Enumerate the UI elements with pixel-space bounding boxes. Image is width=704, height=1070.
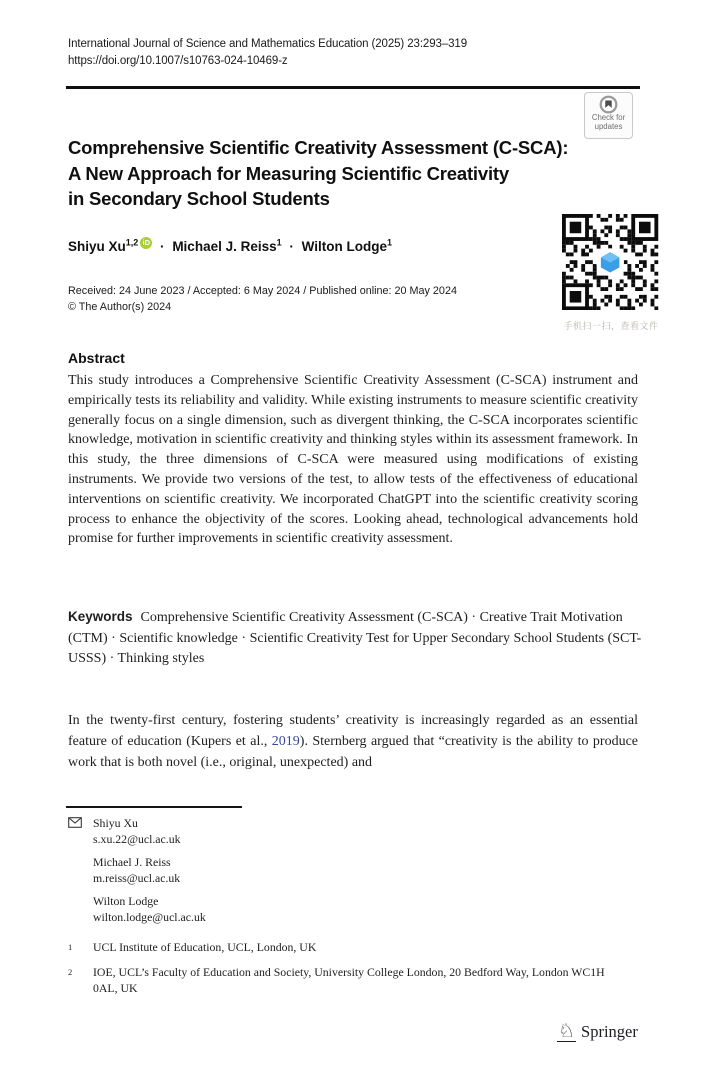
author-email[interactable]: s.xu.22@ucl.ac.uk <box>93 832 181 846</box>
abstract-text: This study introduces a Comprehensive Scientific Creativity Assessment (C-SCA) instrument and empirically tests its reliability and validity. While existing instruments to measure scientific creativity generally focus on a single dimension, such as divergent thinking, the C-SCA incorporates scientific knowledge, motivation in scientific creativity and thinking styles within its assessment framework. In this study, the three dimensions of C-SCA were measured using modifications of existing instruments. We provide two versions of the test, to allow tests of the effectiveness of educational interventions on scientific creativity. We incorporated ChatGPT into the scientific creativity scoring process to enhance the objectivity of the scores. Looking ahead, technological advancements hold promise for further improvements in scientific creativity assessment. <box>68 373 638 547</box>
affiliation-text: UCL Institute of Education, UCL, London, UK <box>93 940 317 954</box>
keywords-heading: Keywords <box>68 609 133 624</box>
journal-title-line: International Journal of Science and Mathematics Education (2025) 23:293–319 <box>68 38 467 50</box>
qr-code <box>561 214 661 310</box>
author-separator: · <box>160 238 165 254</box>
correspondence-entry <box>68 893 206 925</box>
check-for-updates-badge[interactable] <box>584 92 633 139</box>
corresponding-author-name: Shiyu Xu <box>93 816 138 830</box>
author-1: Shiyu Xu$^{1,2}$ <box>68 237 139 254</box>
author-email[interactable]: wilton.lodge@ucl.ac.uk <box>93 910 206 924</box>
crossmark-icon <box>599 95 618 114</box>
author-separator: · <box>289 238 294 254</box>
affiliation-number: 1 <box>68 942 73 952</box>
keywords-text: Comprehensive Scientific Creativity Assessment (C-SCA) · Creative Trait Motivation (CTM) · Scientific knowledge · Scientific Creativity Test for Upper Secondary School Students (SCT-USSS) · Thinking styles <box>68 610 642 666</box>
abstract-heading: Abstract <box>68 350 125 366</box>
author-2: Michael J. Reiss$^1$ <box>172 237 282 254</box>
intro-text-after: ). Sternberg argued that “creativity is the ability to produce work that is both novel (i.e., original, unexpected) and <box>68 733 639 770</box>
springer-knight-icon: ♘ <box>558 1021 576 1042</box>
affiliation-entry <box>68 939 613 955</box>
correspondence-block <box>68 815 206 932</box>
correspondence-entry <box>68 854 206 886</box>
intro-text-before: In the twenty-first century, fostering students’ creativity is increasingly regarded as an essential feature of education (Kupers et al., <box>68 713 638 749</box>
page-title: Comprehensive Scientific Creativity Assessment (C-SCA): A New Approach for Measuring Scientific Creativity in Secondary School Students <box>68 137 569 209</box>
doi-link[interactable]: https://doi.org/10.1007/s10763-024-10469-z <box>68 54 288 67</box>
affiliation-number: 2 <box>68 967 73 977</box>
qr-caption: 手机扫一扫，查看文件 <box>563 321 659 331</box>
springer-logo <box>557 1022 638 1042</box>
orcid-icon[interactable]: iD <box>140 237 152 249</box>
introduction-paragraph <box>68 711 638 773</box>
citation-link-2019[interactable]: 2019 <box>271 733 300 749</box>
qr-code-block <box>561 214 661 332</box>
affiliation-entry <box>68 964 613 996</box>
author-line <box>68 237 392 254</box>
publication-history <box>68 284 457 315</box>
crossmark-label: Check for updates <box>591 113 626 131</box>
author-name: Michael J. Reiss <box>93 855 171 869</box>
author-name: Wilton Lodge <box>93 894 159 908</box>
header-rule <box>66 86 640 89</box>
keywords-paragraph <box>68 607 646 670</box>
envelope-icon <box>68 815 93 847</box>
received-accepted-line: Received: 24 June 2023 / Accepted: 6 May 2024 / Published online: 20 May 2024 <box>68 285 457 297</box>
journal-header <box>68 36 467 69</box>
author-3: Wilton Lodge$^1$ <box>301 237 393 254</box>
copyright-line: © The Author(s) 2024 <box>68 300 172 313</box>
affiliations-block <box>68 939 613 1005</box>
footnote-rule <box>66 806 242 808</box>
correspondence-entry <box>68 815 206 847</box>
author-email[interactable]: m.reiss@ucl.ac.uk <box>93 871 181 885</box>
publisher-name: Springer <box>581 1022 638 1041</box>
affiliation-text: IOE, UCL’s Faculty of Education and Society, University College London, 20 Bedford Way, London WC1H 0AL, UK <box>93 965 605 995</box>
